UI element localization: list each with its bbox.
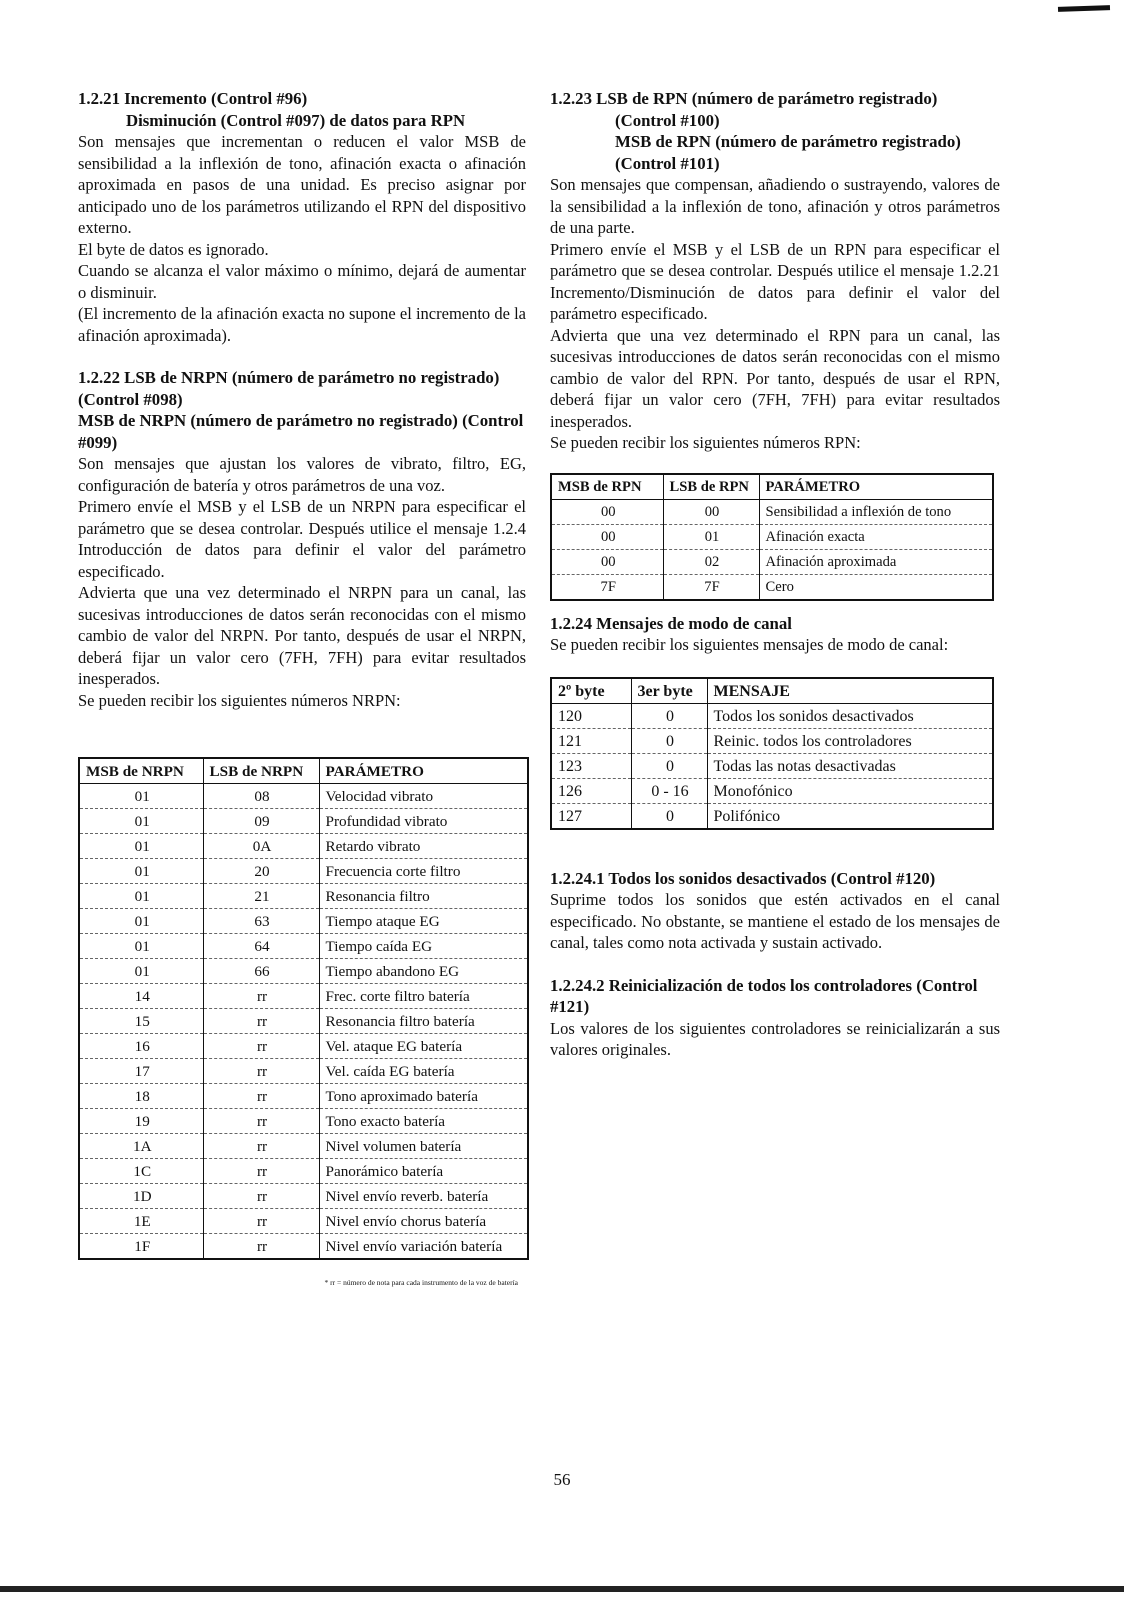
table-cell: 00 (551, 524, 663, 549)
table-cell: 64 (203, 934, 319, 959)
table-row (79, 1009, 528, 1034)
table-cell: Retardo vibrato (319, 834, 528, 859)
table-cell: 127 (551, 803, 631, 829)
table-cell: 01 (79, 834, 203, 859)
table-footnote: * rr = número de nota para cada instrumento de la voz de batería (324, 1278, 518, 1287)
table-cell: rr (203, 1034, 319, 1059)
table-cell: 0 (631, 753, 707, 778)
table-cell: Velocidad vibrato (319, 784, 528, 809)
table-cell: Nivel volumen batería (319, 1134, 528, 1159)
table-row (551, 499, 993, 524)
section-subheading-1-2-23: MSB de RPN (número de parámetro registrado) (Control #101) (615, 132, 961, 173)
paragraph: Son mensajes que incrementan o reducen el valor MSB de sensibilidad a la inflexión de tono, afinación exacta o afinación aproximada en pasos de una unidad. Es preciso asignar por anticipado uno de los parámetros utilizando el RPN del dispositivo externo. (78, 132, 526, 237)
table-cell: 01 (79, 934, 203, 959)
table-cell: Sensibilidad a inflexión de tono (759, 499, 993, 524)
section-subheading-1-2-22: MSB de NRPN (número de parámetro no registrado) (Control #099) (78, 411, 524, 452)
table-cell: Reinic. todos los controladores (707, 728, 993, 753)
table-row (79, 884, 528, 909)
table-cell: 18 (79, 1084, 203, 1109)
table-cell: Frec. corte filtro batería (319, 984, 528, 1009)
table-cell: Nivel envío variación batería (319, 1234, 528, 1260)
table-row (79, 859, 528, 884)
section-heading-1-2-24-1: 1.2.24.1 Todos los sonidos desactivados (Control #120) (550, 868, 936, 888)
right-column (550, 88, 1000, 1061)
table-cell: 121 (551, 728, 631, 753)
table-row (79, 959, 528, 984)
spacer (78, 346, 526, 367)
table-cell: 01 (663, 524, 759, 549)
table-row (551, 753, 993, 778)
paragraph: Se pueden recibir los siguientes mensajes de modo de canal: (550, 635, 949, 654)
table-cell: 02 (663, 549, 759, 574)
table-cell: 15 (79, 1009, 203, 1034)
table-cell: 120 (558, 707, 582, 725)
table-cell: Todos los sonidos desactivados (707, 703, 993, 728)
table-header-row (551, 474, 993, 500)
table-row (551, 703, 993, 728)
left-column (78, 88, 526, 1294)
table-cell: 1A (79, 1134, 203, 1159)
table-cell: 01 (79, 959, 203, 984)
table-cell: 01 (134, 788, 150, 805)
table-cell: Nivel envío reverb. batería (319, 1184, 528, 1209)
table-cell: 1C (79, 1159, 203, 1184)
paragraph: Son mensajes que ajustan los valores de vibrato, filtro, EG, configuración de batería y otros parámetros de una voz. (78, 454, 526, 495)
paragraph: Se pueden recibir los siguientes números NRPN: (78, 690, 401, 710)
paragraph: (El incremento de la afinación exacta no supone el incremento de la afinación aproximada). (78, 304, 526, 345)
table-cell: 1D (79, 1184, 203, 1209)
table-cell: 09 (203, 809, 319, 834)
section-heading-1-2-23: 1.2.23 LSB de RPN (número de parámetro registrado) (550, 89, 938, 108)
table-cell: 1F (79, 1234, 203, 1260)
table-cell: Tiempo caída EG (319, 934, 528, 959)
scan-border-bottom (0, 1586, 1124, 1592)
table-cell: 0A (203, 834, 319, 859)
paragraph: Advierta que una vez determinado el NRPN para un canal, las sucesivas introducciones de datos serán reconocidas con el mismo cambio de valor del NRPN. Por tanto, después de usar el NRPN, deberá fijar un valor cero (7FH, 7FH) para evitar resultados inesperados. (78, 583, 526, 688)
table-cell: Vel. caída EG batería (319, 1059, 528, 1084)
table-row (551, 778, 993, 803)
table-cell: 00 (551, 549, 663, 574)
table-cell: Afinación aproximada (759, 549, 993, 574)
table-row (79, 1184, 528, 1209)
table-cell: 21 (203, 884, 319, 909)
paragraph: Se pueden recibir los siguientes números RPN: (550, 433, 861, 452)
table-header: PARÁMETRO (319, 758, 528, 784)
table-header: PARÁMETRO (759, 474, 993, 500)
table-row (79, 809, 528, 834)
table-cell: 01 (79, 809, 203, 834)
paragraph: Primero envíe el MSB y el LSB de un RPN para especificar el parámetro que se desea controlar. Después utilice el mensaje 1.2.21 Incremento/Disminución de datos para definir el valor del parámetro especificado. (550, 239, 1000, 323)
table-cell: rr (203, 1209, 319, 1234)
table-cell: 7F (663, 574, 759, 600)
paragraph: Suprime todos los sonidos que estén activados en el canal especificado. No obstante, se mantiene el estado de los mensajes de canal, tales como nota activada y sustain activado. (550, 890, 1000, 952)
table-cell: 08 (203, 784, 319, 809)
table-header: MSB de RPN (551, 474, 663, 500)
table-cell: rr (203, 1084, 319, 1109)
table-cell: Tiempo ataque EG (319, 909, 528, 934)
table-row (551, 803, 993, 829)
table-cell: 63 (203, 909, 319, 934)
table-header: 3er byte (631, 678, 707, 704)
table-header: 2º byte (551, 678, 631, 704)
table-cell: Tono exacto batería (319, 1109, 528, 1134)
table-row (79, 1209, 528, 1234)
table-cell: Frecuencia corte filtro (319, 859, 528, 884)
table-cell: rr (203, 1009, 319, 1034)
spacer (550, 830, 1000, 868)
table-cell: Vel. ataque EG batería (319, 1034, 528, 1059)
table-cell: 16 (79, 1034, 203, 1059)
table-cell: Profundidad vibrato (319, 809, 528, 834)
table-cell: Resonancia filtro (319, 884, 528, 909)
table-cell: rr (203, 1234, 319, 1260)
table-header: LSB de RPN (663, 474, 759, 500)
paragraph: Advierta que una vez determinado el RPN para un canal, las sucesivas introducciones de datos serán reconocidas con el mismo cambio de valor del RPN. Por tanto, después de usar el RPN, deberá fijar un valor cero (7FH, 7FH) para evitar resultados inesperados. (550, 325, 1000, 431)
table-row (79, 834, 528, 859)
table-row (551, 549, 993, 574)
table-cell: Nivel envío chorus batería (319, 1209, 528, 1234)
rpn-table (550, 473, 994, 601)
table-cell: 0 (631, 803, 707, 829)
table-row (79, 984, 528, 1009)
table-row (79, 934, 528, 959)
page-number: 56 (553, 1470, 571, 1489)
table-row (551, 524, 993, 549)
table-cell: rr (203, 1184, 319, 1209)
table-cell: 14 (79, 984, 203, 1009)
section-heading-1-2-23-control: (Control #100) (615, 110, 720, 130)
table-row (79, 909, 528, 934)
table-cell: 19 (79, 1109, 203, 1134)
table-header-row (79, 758, 528, 784)
table-cell: 7F (551, 574, 663, 600)
scan-mark-top (1058, 5, 1110, 12)
table-cell: rr (203, 1134, 319, 1159)
table-row (79, 1159, 528, 1184)
table-header: MENSAJE (707, 678, 993, 704)
table-cell: 01 (79, 909, 203, 934)
table-cell: rr (203, 1159, 319, 1184)
table-cell: 00 (663, 499, 759, 524)
table-cell: 1E (79, 1209, 203, 1234)
table-cell: Polifónico (707, 803, 993, 829)
table-cell: rr (203, 1109, 319, 1134)
channel-mode-table (550, 677, 994, 830)
table-cell: 126 (551, 778, 631, 803)
table-row (79, 1034, 528, 1059)
table-cell: Monofónico (707, 778, 993, 803)
table-cell: 01 (79, 884, 203, 909)
table-cell: Resonancia filtro batería (319, 1009, 528, 1034)
table-row (79, 1234, 528, 1260)
table-cell: Afinación exacta (759, 524, 993, 549)
table-cell: 123 (551, 753, 631, 778)
table-cell: Cero (759, 574, 993, 600)
table-cell: 0 - 16 (631, 778, 707, 803)
table-cell: rr (203, 984, 319, 1009)
table-cell: 0 (631, 703, 707, 728)
table-cell: rr (203, 1059, 319, 1084)
table-row (79, 1134, 528, 1159)
table-cell: Tiempo abandono EG (319, 959, 528, 984)
table-row (79, 1059, 528, 1084)
table-row (79, 784, 528, 809)
table-cell: Todas las notas desactivadas (707, 753, 993, 778)
section-heading-1-2-24: 1.2.24 Mensajes de modo de canal (550, 613, 792, 633)
table-cell: Tono aproximado batería (319, 1084, 528, 1109)
section-heading-1-2-21: 1.2.21 Incremento (Control #96) (78, 89, 308, 108)
table-header: MSB de NRPN (79, 758, 203, 784)
section-subheading-1-2-21: Disminución (Control #097) de datos para RPN (126, 110, 466, 130)
paragraph: El byte de datos es ignorado. (78, 239, 269, 259)
table-cell: 17 (79, 1059, 203, 1084)
table-cell: 01 (79, 859, 203, 884)
table-row (551, 574, 993, 600)
paragraph: Los valores de los siguientes controladores se reinicializarán a sus valores originales. (550, 1018, 1000, 1059)
spacer (550, 601, 1000, 613)
paragraph: Primero envíe el MSB y el LSB de un NRPN para especificar el parámetro que se desea controlar. Después utilice el mensaje 1.2.4 Introducción de datos para definir el valor del parámetro especificado. (78, 497, 526, 581)
table-cell: 20 (203, 859, 319, 884)
paragraph: Son mensajes que compensan, añadiendo o sustrayendo, valores de la sensibilidad a la inflexión de tono, afinación y otros parámetros de una parte. (550, 175, 1000, 237)
table-row (551, 728, 993, 753)
table-header-row (551, 678, 993, 704)
table-row (79, 1109, 528, 1134)
paragraph: Cuando se alcanza el valor máximo o mínimo, dejará de aumentar o disminuir. (78, 261, 526, 302)
nrpn-table (78, 757, 529, 1260)
table-row (79, 1084, 528, 1109)
table-cell: Panorámico batería (319, 1159, 528, 1184)
table-cell: 0 (631, 728, 707, 753)
table-cell: 00 (600, 503, 616, 520)
table-header: LSB de NRPN (203, 758, 319, 784)
section-heading-1-2-24-2: 1.2.24.2 Reinicialización de todos los controladores (Control #121) (550, 975, 978, 1016)
section-heading-1-2-22: 1.2.22 LSB de NRPN (número de parámetro no registrado) (Control #098) (78, 368, 500, 409)
spacer (550, 954, 1000, 975)
table-cell: 66 (203, 959, 319, 984)
